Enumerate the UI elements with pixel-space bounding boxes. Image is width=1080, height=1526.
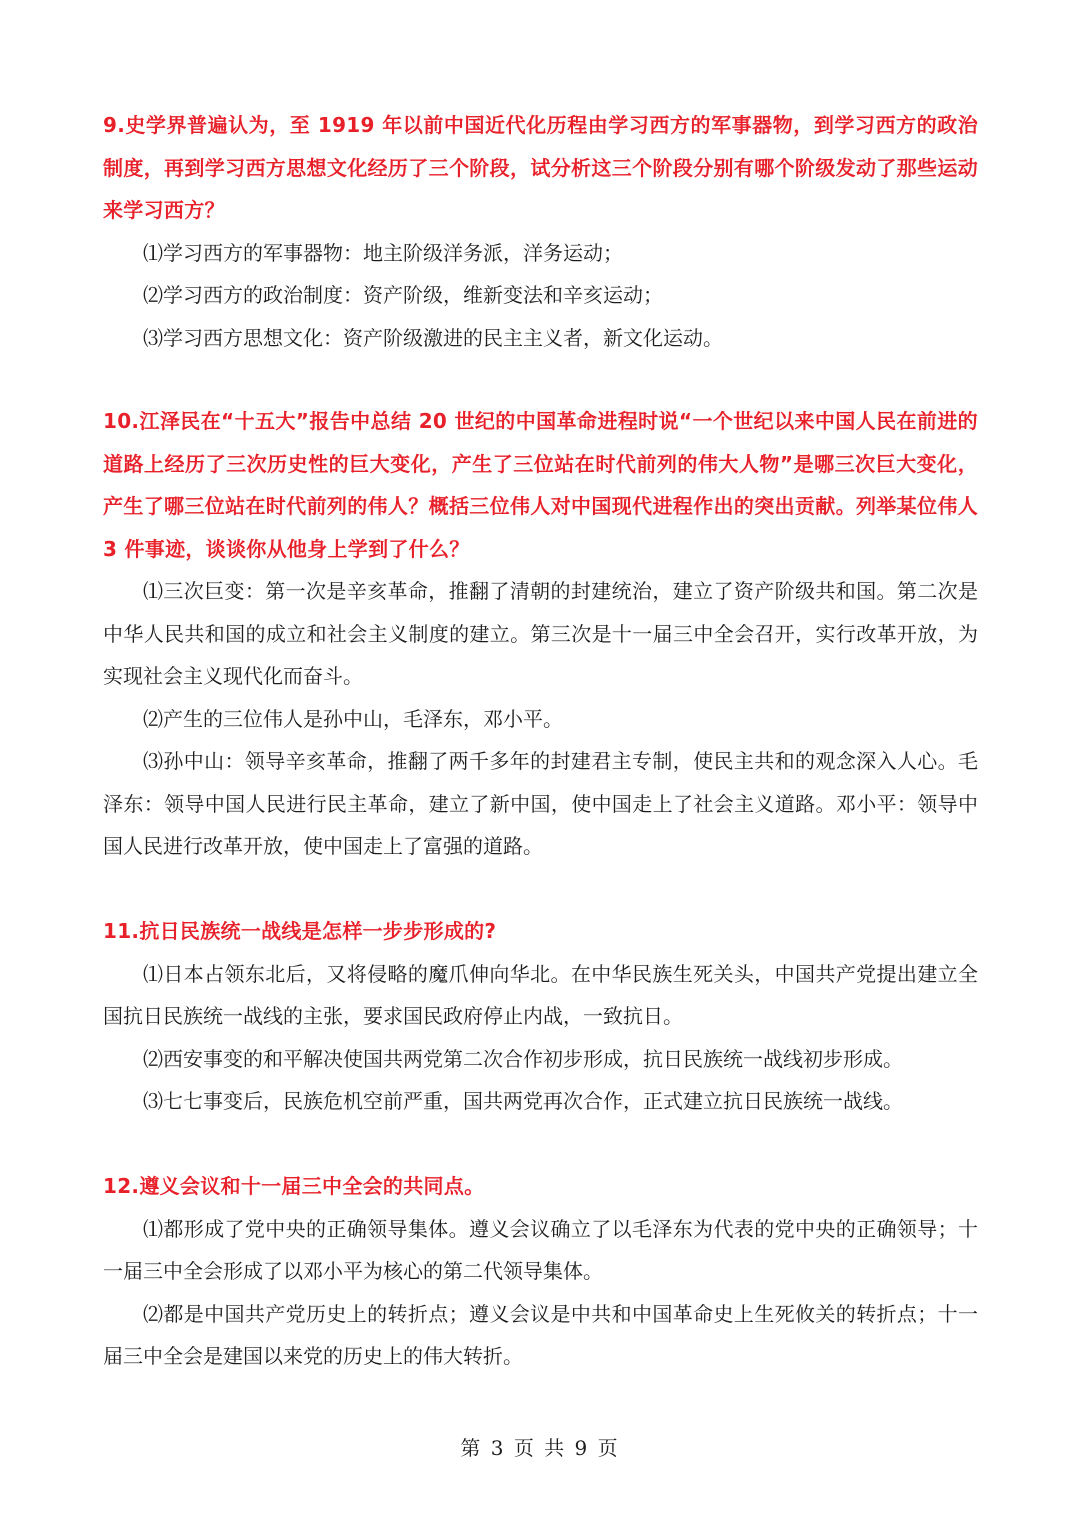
answer-item: ⑵学习西方的政治制度：资产阶级，维新变法和辛亥运动； bbox=[143, 283, 663, 307]
page-number-footer: 第 3 页 共 9 页 bbox=[460, 1436, 620, 1460]
question-10: 10.江泽民在“十五大”报告中总结 20 世纪的中国革命进程时说“一个世纪以来中国人民在前进的道路上经历了三次历史性的巨大变化，产生了三位站在时代前列的伟大人物”是哪三次巨大变化，产生了哪三位站在时代前列的伟人？概括三位伟人对中国现代进程作出的突出贡献。列举某位伟人 3 件事迹，谈谈你从他身上学到了什么？ bbox=[103, 409, 978, 561]
question-block-9 bbox=[103, 104, 978, 359]
answer-item: ⑴都形成了党中央的正确领导集体。遵义会议确立了以毛泽东为代表的党中央的正确领导；十一届三中全会形成了以邓小平为核心的第二代领导集体。 bbox=[103, 1216, 978, 1283]
question-block-11 bbox=[103, 910, 978, 1123]
answer-item: ⑶七七事变后，民族危机空前严重，国共两党再次合作，正式建立抗日民族统一战线。 bbox=[143, 1089, 903, 1113]
question-12: 12.遵义会议和十一届三中全会的共同点。 bbox=[103, 1174, 485, 1198]
answer-item: ⑵西安事变的和平解决使国共两党第二次合作初步形成，抗日民族统一战线初步形成。 bbox=[143, 1046, 903, 1071]
question-11: 11.抗日民族统一战线是怎样一步步形成的? bbox=[103, 919, 497, 943]
question-block-12 bbox=[103, 1165, 978, 1378]
answer-item: ⑶学习西方思想文化：资产阶级激进的民主主义者，新文化运动。 bbox=[143, 325, 723, 350]
answer-item: ⑵产生的三位伟人是孙中山，毛泽东，邓小平。 bbox=[143, 706, 563, 731]
answer-item: ⑶孙中山：领导辛亥革命，推翻了两千多年的封建君主专制，使民主共和的观念深入人心。毛泽东：领导中国人民进行民主革命，建立了新中国，使中国走上了社会主义道路。邓小平：领导中国人民进行改革开放，使中国走上了富强的道路。 bbox=[103, 749, 978, 858]
answer-item: ⑴日本占领东北后，又将侵略的魔爪伸向华北。在中华民族生死关头，中国共产党提出建立全国抗日民族统一战线的主张，要求国民政府停止内战，一致抗日。 bbox=[103, 961, 978, 1028]
question-9: 9.史学界普遍认为，至 1919 年以前中国近代化历程由学习西方的军事器物，到学习西方的政治制度，再到学习西方思想文化经历了三个阶段，试分析这三个阶段分别有哪个阶级发动了那些运动来学习西方？ bbox=[103, 113, 978, 222]
answer-item: ⑴三次巨变：第一次是辛亥革命，推翻了清朝的封建统治，建立了资产阶级共和国。第二次是中华人民共和国的成立和社会主义制度的建立。第三次是十一届三中全会召开，实行改革开放，为实现社会主义现代化而奋斗。 bbox=[103, 579, 978, 688]
question-block-10 bbox=[103, 400, 978, 868]
answer-item: ⑴学习西方的军事器物：地主阶级洋务派，洋务运动； bbox=[143, 240, 623, 265]
answer-item: ⑵都是中国共产党历史上的转折点；遵义会议是中共和中国革命史上生死攸关的转折点；十一届三中全会是建国以来党的历史上的伟大转折。 bbox=[103, 1301, 978, 1368]
